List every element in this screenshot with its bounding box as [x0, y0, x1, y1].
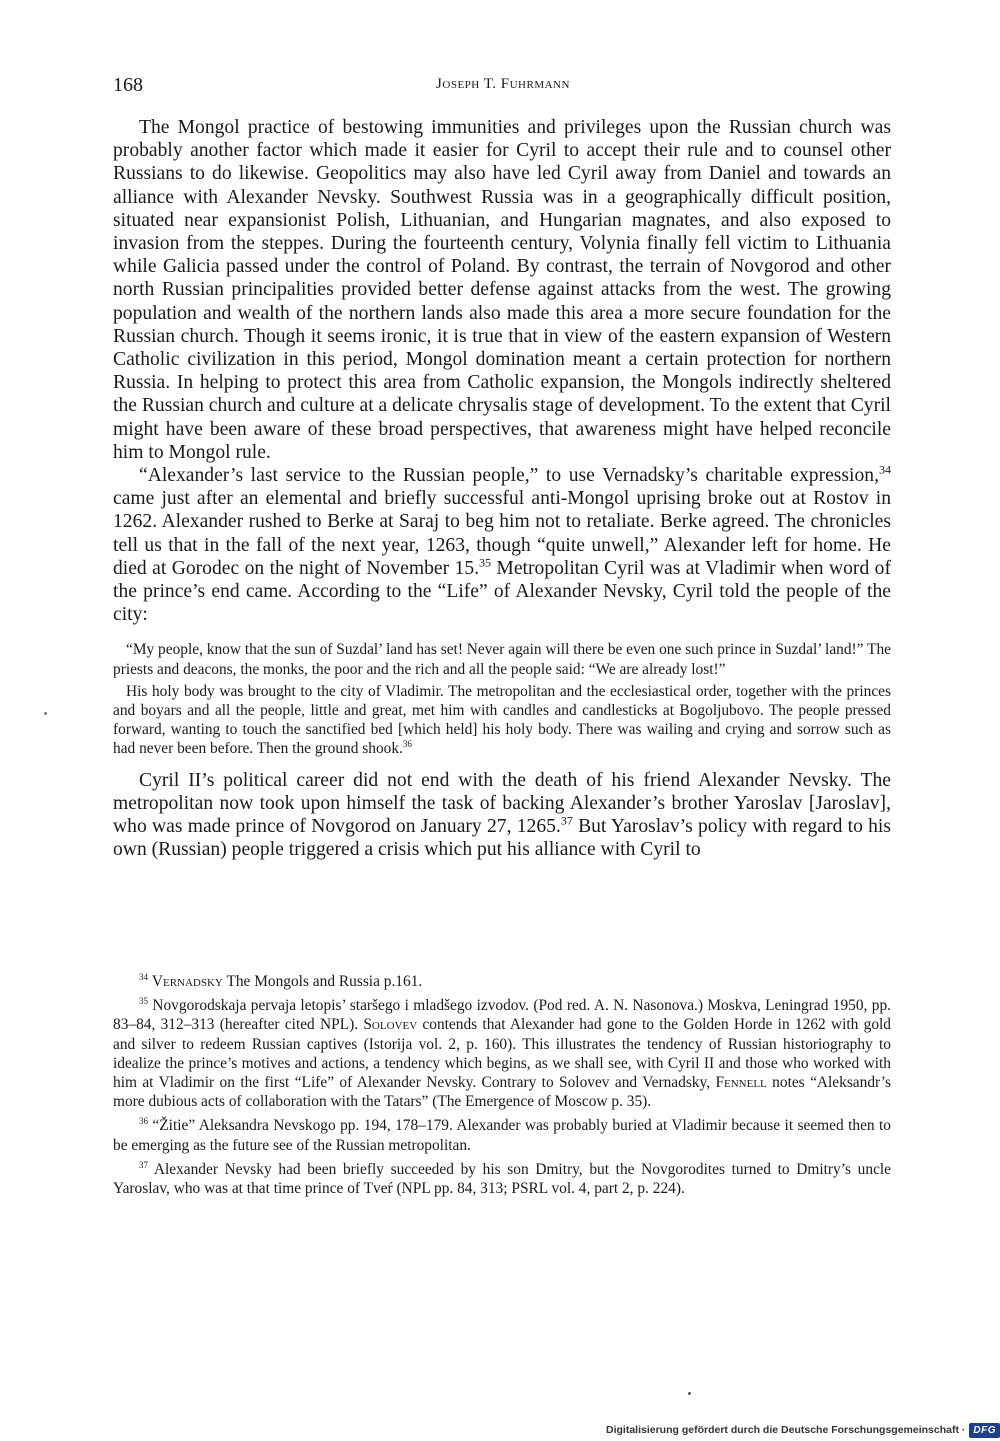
footnote-ref-34: 34: [879, 462, 891, 477]
footnote-35: [113, 996, 891, 1111]
dfg-logo-icon: DFG: [969, 1423, 1000, 1438]
footnote-ref-36: 36: [402, 739, 412, 750]
footnote-text: Novgorodskaja pervaja letopis’ staršego i mladšego izvodov. (Pod red. A. N. Nasonova.) Moskva, Leningrad 1950, pp. 83–84, 312–313 (hereafter cited NPL).: [113, 997, 891, 1034]
quote-paragraph-1: “My people, know that the sun of Suzdal’ land has set! Never again will there be even one such prince in Suzdal’ land!” The priests and deacons, the monks, the poor and the rich and all the people said: “We are already lost!”: [113, 641, 892, 678]
paragraph-2-part-c: Metropolitan Cyril was at Vladimir when word of the prince’s end came. According to the “Life” of Alexander Nevsky, Cyril told the people of the city:: [113, 557, 891, 626]
footnote-34: [113, 972, 891, 991]
paragraph-3-part-a: Cyril II’s political career did not end with the death of his friend Alexander Nevsky. The metropolitan now took upon himself the task of backing Alexander’s brother Yaroslav [Jaroslav], who was made prince of Novgorod on January 27, 1265.: [113, 769, 891, 838]
footnote-text: Alexander Nevsky had been briefly succeeded by his son Dmitry, but the Novgorodites turned to Dmitry’s uncle Yaroslav, who was at that time prince of Tveŕ (NPL pp. 84, 313; PSRL vol. 4, part 2, p. 224).: [113, 1160, 892, 1198]
scan-speck: [688, 1392, 691, 1395]
footnote-text: notes “Aleksandr’s more dubious acts of collaboration with the Tatars” (The Emergence of Moscow p. 35).: [113, 1074, 891, 1111]
footnote-text: contends that Alexander had gone to the Golden Horde in 1262 with gold and silver to redeem Russian captives (Istorija vol. 2, p. 160). This illustrates the tendency of Russian historiography to idealize the prince’s motives and actions, a tendency which begins, as we shall see, with Cyril II and those who worked with him at Vladimir on the first “Life” of Alexander Nevsky. Contrary to Solovev and Vernadsky,: [113, 1016, 891, 1092]
scan-speck: [44, 712, 47, 715]
page-header: [113, 74, 893, 104]
running-head: Joseph T. Fuhrmann: [436, 76, 570, 92]
paragraph-1: The Mongol practice of bestowing immunities and privileges upon the Russian church was probably another factor which made it easier for Cyril to accept their rule and to counsel other Russians to do likewise. Geopolitics may also have led Cyril away from Daniel and towards an alliance with Alexander Nevsky. Southwest Russia was in a geographically difficult position, situated near expansionist Polish, Lithuanian, and Hungarian magnates, and also exposed to invasion from the steppes. During the fourteenth century, Volynia finally fell victim to Lithuania while Galicia passed under the control of Poland. By contrast, the terrain of Novgorod and other north Russian principalities provided better defense against attacks from the west. The growing population and wealth of the northern lands also made this area a more secure foundation for the Russian church. Though it seems ironic, it is true that in view of the eastern expansion of Western Catholic civilization in this period, Mongol domination meant a certain protection for northern Russia. In helping to protect this area from Catholic expansion, the Mongols indirectly sheltered the Russian church and culture at a delicate chrysalis stage of development. To the extent that Cyril might have been aware of these broad perspectives, that awareness might have helped reconcile him to Mongol rule.: [113, 117, 891, 463]
dfg-watermark-text: Digitalisierung gefördert durch die Deutsche Forschungsgemeinschaft ·: [606, 1424, 966, 1436]
paragraph-2: [113, 464, 891, 626]
page-number: 168: [113, 74, 143, 96]
footnote-ref-35: 35: [479, 555, 492, 570]
footnotes: [113, 972, 891, 1203]
footnote-author: Vernadsky: [151, 973, 223, 990]
body-text: [113, 116, 891, 862]
footnote-36: [113, 1116, 891, 1154]
footnote-text: The Mongols and Russia p.161.: [222, 973, 423, 990]
footnote-text: “Žitie” Aleksandra Nevskogo pp. 194, 178–179. Alexander was probably buried at Vladimir because it seemed then to be emerging as the future see of the Russian metropolitan.: [113, 1117, 891, 1154]
footnote-37: [113, 1160, 891, 1198]
footnote-number: 37: [139, 1159, 148, 1170]
block-quote: [113, 640, 891, 758]
paragraph-2-part-a: “Alexander’s last service to the Russian people,” to use Vernadsky’s charitable expression,: [139, 465, 879, 487]
paragraph-3-part-b: But Yaroslav’s policy with regard to his own (Russian) people triggered a crisis which put his alliance with Cyril to: [113, 816, 891, 861]
quote-paragraph-2-text: His holy body was brought to the city of Vladimir. The metropolitan and the ecclesiastical order, together with the princes and boyars and all the people, little and great, met him with candles and candlesticks at Bogoljubovo. The people pressed forward, wanting to touch the sanctified bed [which held] his holy body. There was wailing and crying and sorrow such as had never been before. Then the ground shook.: [113, 682, 891, 758]
footnote-number: 34: [139, 971, 148, 982]
dfg-watermark: [606, 1421, 1000, 1439]
footnote-number: 36: [139, 1116, 148, 1127]
footnote-author: Solovev: [363, 1016, 418, 1034]
quote-paragraph-2: [113, 682, 891, 759]
footnote-author: Fennell: [715, 1074, 767, 1092]
paragraph-3: [113, 769, 891, 862]
paragraph-2-part-b: came just after an elemental and briefly successful anti-Mongol uprising broke out at Rostov in 1262. Alexander rushed to Berke at Saraj to beg him not to retaliate. Berke agreed. The chronicles tell us that in the fall of the next year, 1263, though “quite unwell,” Alexander left for home. He died at Gorodec on the night of November 15.: [113, 488, 891, 579]
footnote-ref-37: 37: [560, 813, 573, 828]
footnote-number: 35: [139, 996, 148, 1007]
